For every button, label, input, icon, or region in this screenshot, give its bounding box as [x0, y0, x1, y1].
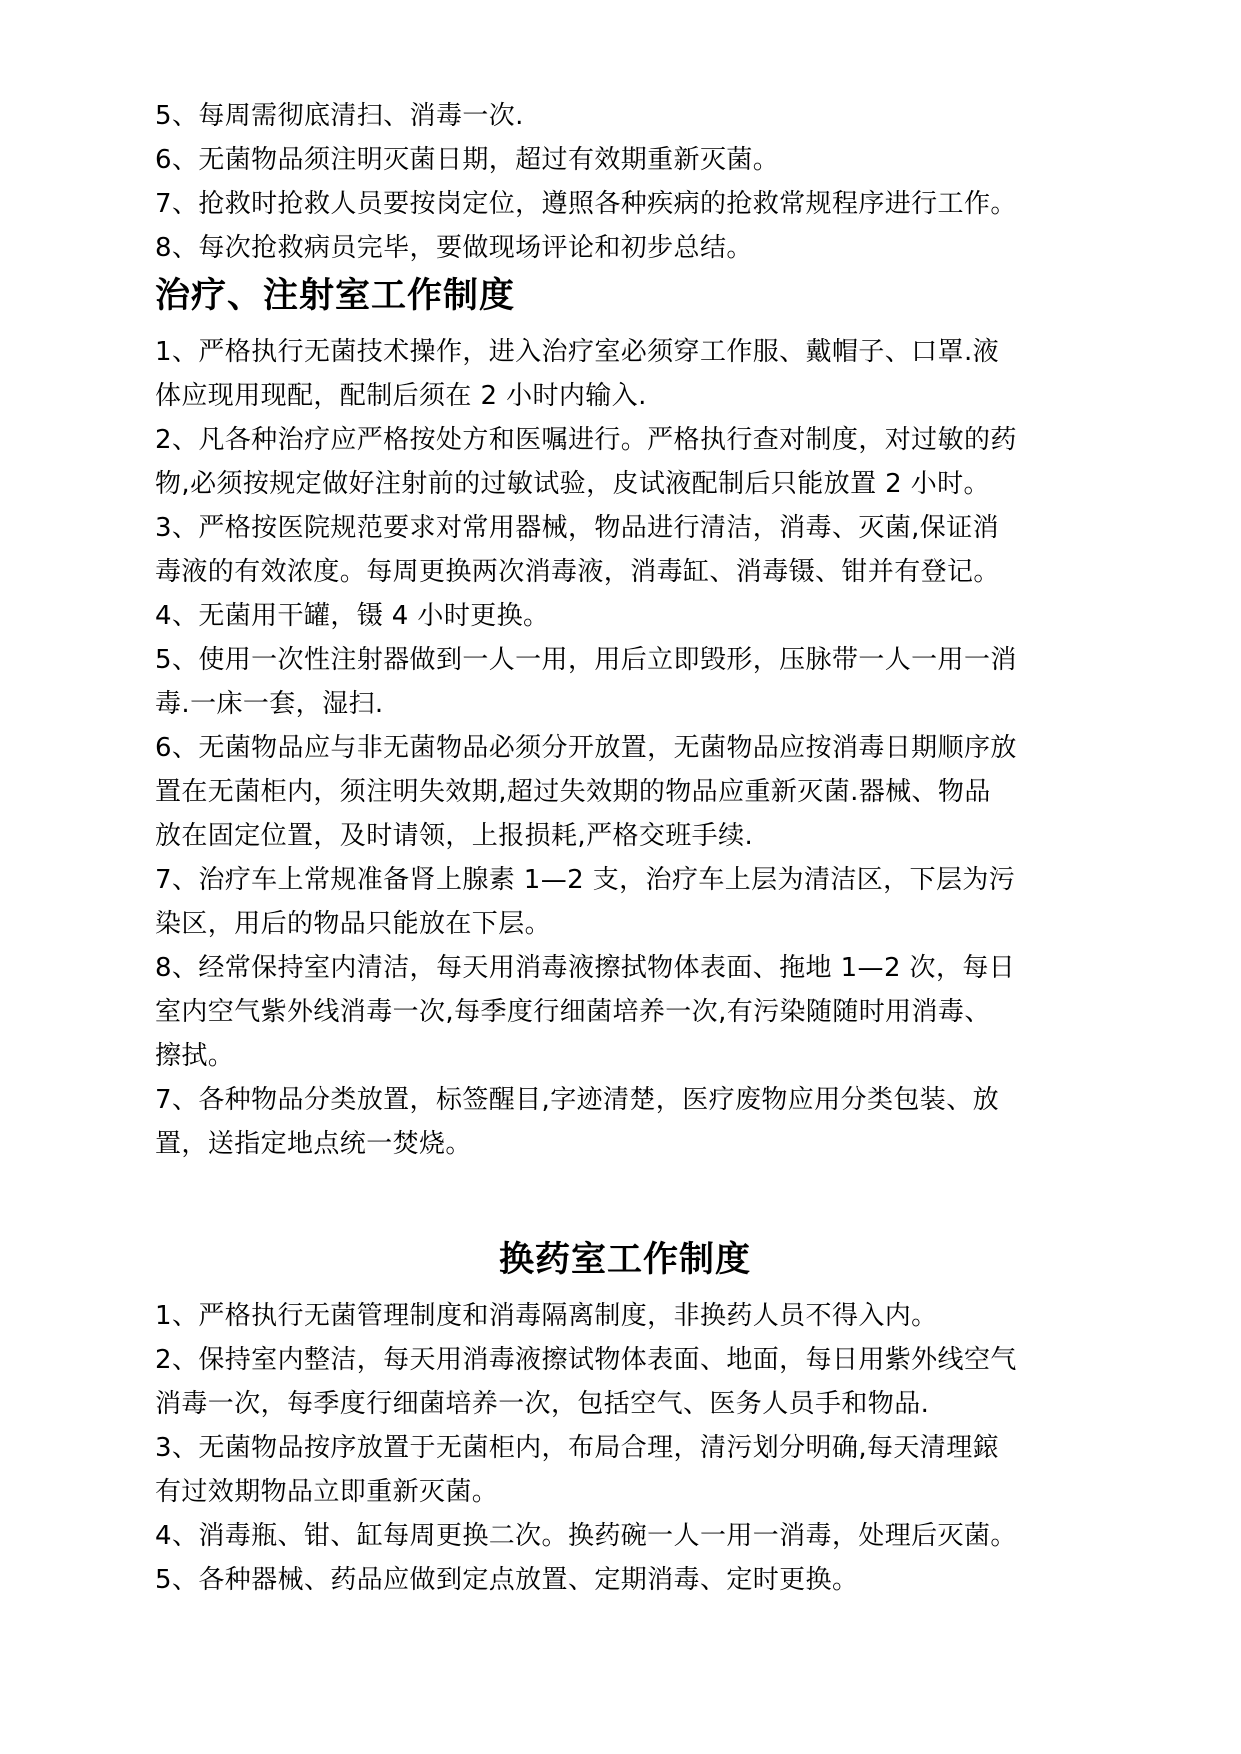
paragraph-line: 5、使用一次性注射器做到一人一用，用后立即毁形，压脉带一人一用一消 [155, 645, 1017, 675]
paragraph-line: 1、严格执行无菌技术操作，进入治疗室必须穿工作服、戴帽子、口罩.液 [155, 337, 1000, 367]
paragraph-line: 7、抢救时抢救人员要按岗定位，遵照各种疾病的抢救常规程序进行工作。 [155, 189, 1017, 219]
paragraph-line: 毒.一床一套，湿扫. [155, 689, 384, 719]
paragraph-line: 消毒一次，每季度行细菌培养一次，包括空气、医务人员手和物品. [155, 1389, 930, 1419]
paragraph-line: 6、无菌物品须注明灭菌日期，超过有效期重新灭菌。 [155, 145, 780, 175]
paragraph-line: 室内空气紫外线消毒一次,每季度行细菌培养一次,有污染随随时用消毒、 [155, 997, 991, 1027]
paragraph-line: 7、各种物品分类放置，标签醒目,字迹清楚，医疗废物应用分类包装、放 [155, 1085, 1000, 1115]
paragraph-line: 毒液的有效浓度。每周更换两次消毒液，消毒缸、消毒镊、钳并有登记。 [155, 557, 1000, 587]
section-title-treatment: 治疗、注射室工作制度 [155, 276, 516, 316]
document-body [155, 94, 1095, 1602]
paragraph-line: 4、消毒瓶、钳、缸每周更换二次。换药碗一人一用一消毒，处理后灭菌。 [155, 1521, 1017, 1551]
paragraph-line: 2、保持室内整洁，每天用消毒液擦试物体表面、地面，每日用紫外线空气 [155, 1345, 1017, 1375]
paragraph-line: 8、经常保持室内清洁，每天用消毒液擦拭物体表面、拖地 1—2 次，每日 [155, 953, 1016, 983]
section-title-dressing: 换药室工作制度 [498, 1240, 751, 1280]
section-dressing-room [155, 1234, 1095, 1602]
paragraph-line: 5、每周需彻底清扫、消毒一次. [155, 101, 524, 131]
section-treatment-room [155, 270, 1095, 1166]
paragraph-line: 置，送指定地点统一焚烧。 [155, 1129, 472, 1159]
paragraph-line: 4、无菌用干罐，镊 4 小时更换。 [155, 601, 550, 631]
paragraph-line: 6、无菌物品应与非无菌物品必须分开放置，无菌物品应按消毒日期顺序放 [155, 733, 1017, 763]
section-emergency-tail [155, 94, 1095, 270]
paragraph-line: 7、治疗车上常规准备肾上腺素 1—2 支，治疗车上层为清洁区，下层为污 [155, 865, 1016, 895]
paragraph-line: 有过效期物品立即重新灭菌。 [155, 1477, 499, 1507]
paragraph-line: 3、无菌物品按序放置于无菌柜内，布局合理，清污划分明确,每天清理鎄 [155, 1433, 1000, 1463]
paragraph-line: 放在固定位置，及时请领，上报损耗,严格交班手续. [155, 821, 754, 851]
paragraph-line: 物,必须按规定做好注射前的过敏试验，皮试液配制后只能放置 2 小时。 [155, 469, 990, 499]
paragraph-line: 置在无菌柜内，须注明失效期,超过失效期的物品应重新灭菌.器械、物品 [155, 777, 991, 807]
paragraph-line: 1、严格执行无菌管理制度和消毒隔离制度，非换药人员不得入内。 [155, 1301, 938, 1331]
section-spacer [155, 1166, 1095, 1234]
paragraph-line: 5、各种器械、药品应做到定点放置、定期消毒、定时更换。 [155, 1565, 859, 1595]
paragraph-line: 8、每次抢救病员完毕，要做现场评论和初步总结。 [155, 233, 753, 263]
paragraph-line: 3、严格按医院规范要求对常用器械，物品进行清洁，消毒、灭菌,保证消 [155, 513, 1000, 543]
paragraph-line: 染区，用后的物品只能放在下层。 [155, 909, 552, 939]
paragraph-line: 擦拭。 [155, 1041, 235, 1071]
paragraph-line: 体应现用现配，配制后须在 2 小时内输入. [155, 381, 647, 411]
paragraph-line: 2、凡各种治疗应严格按处方和医嘱进行。严格执行查对制度，对过敏的药 [155, 425, 1017, 455]
